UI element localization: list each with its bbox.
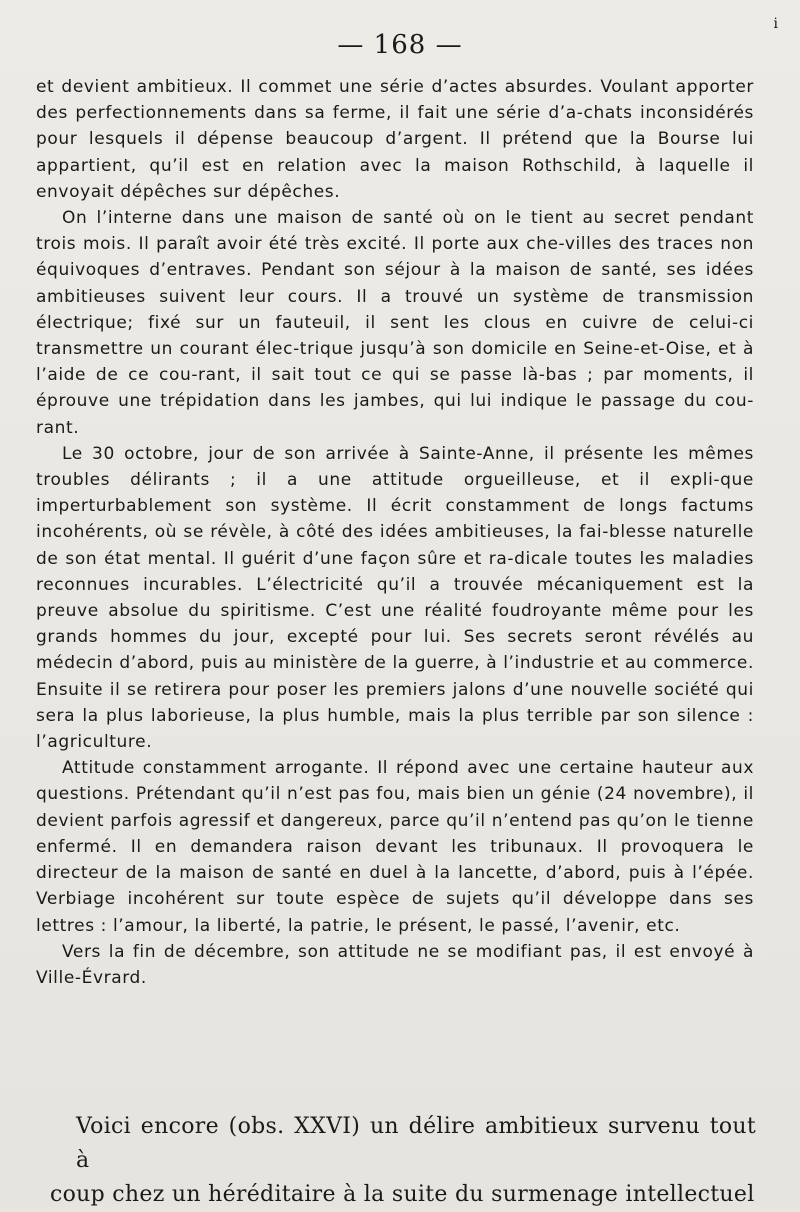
paragraph-5: Vers la fin de décembre, son attitude ne se modifiant pas, il est envoyé à Ville-Évrard. xyxy=(36,941,754,988)
lead-line-1: Voici encore (obs. XXVI) un délire ambitieux survenu tout à xyxy=(76,1114,756,1173)
lead-line-2: coup chez un héréditaire à la suite du surmenage intellectuel xyxy=(50,1182,755,1207)
body-text xyxy=(36,74,754,991)
paragraph-3: Le 30 octobre, jour de son arrivée à Sainte-Anne, il présente les mêmes troubles délirants ; il a une attitude orgueilleuse, et il expli-que imperturbablement son système. Il écrit constamment de longs factums incohérents, où se révèle, à côté des idées ambitieuses, la fai-blesse naturelle de son état mental. Il guérit d’une façon sûre et ra-dicale toutes les maladies reconnues incurables. L’électricité qu’il a trouvée mécaniquement est la preuve absolue du spiritisme. C’est une réalité foudroyante même pour les grands hommes du jour, excepté pour lui. Ses secrets seront révélés au médecin d’abord, puis au ministère de la guerre, à l’industrie et au commerce. Ensuite il se retirera pour poser les premiers jalons d’une nouvelle société qui sera la plus laborieuse, la plus humble, mais la plus terrible par son silence : l’agriculture. xyxy=(36,443,754,753)
paragraph-2: On l’interne dans une maison de santé où on le tient au secret pendant trois mois. Il paraît avoir été très excité. Il porte aux che-villes des traces non équivoques d’entraves. Pendant son séjour à la maison de santé, ses idées ambitieuses suivent leur cours. Il a trouvé un système de transmission électrique; fixé sur un fauteuil, il sent les clous en cuivre de celui-ci transmettre un courant élec-trique jusqu’à son domicile en Seine-et-Oise, et à l’aide de ce cou-rant, il sait tout ce qui se passe là-bas ; par moments, il éprouve une trépidation dans les jambes, qui lui indique le passage du cou-rant. xyxy=(36,208,754,438)
page-number: — 168 — xyxy=(337,30,463,60)
lead-text xyxy=(50,1110,756,1212)
paragraph-4: Attitude constamment arrogante. Il répond avec une certaine hauteur aux questions. Prétendant qu’il n’est pas fou, mais bien un génie (24 novembre), il devient parfois agressif et dangereux, parce qu’il n’entend pas qu’on le tienne enfermé. Il en demandera raison devant les tribunaux. Il provoquera le directeur de la maison de santé en duel à la lancette, d’abord, puis à l’épée. Verbiage incohérent sur toute espèce de sujets qu’il développe dans ses lettres : l’amour, la liberté, la patrie, le présent, le passé, l’avenir, etc. xyxy=(36,758,754,936)
corner-mark: i xyxy=(773,16,778,32)
paragraph-1: et devient ambitieux. Il commet une série d’actes absurdes. Voulant apporter des perfectionnements dans sa ferme, il fait une série d’a-chats inconsidérés pour lesquels il dépense beaucoup d’argent. Il prétend que la Bourse lui appartient, qu’il est en relation avec la maison Rothschild, à laquelle il envoyait dépêches sur dépêches. xyxy=(36,77,754,202)
